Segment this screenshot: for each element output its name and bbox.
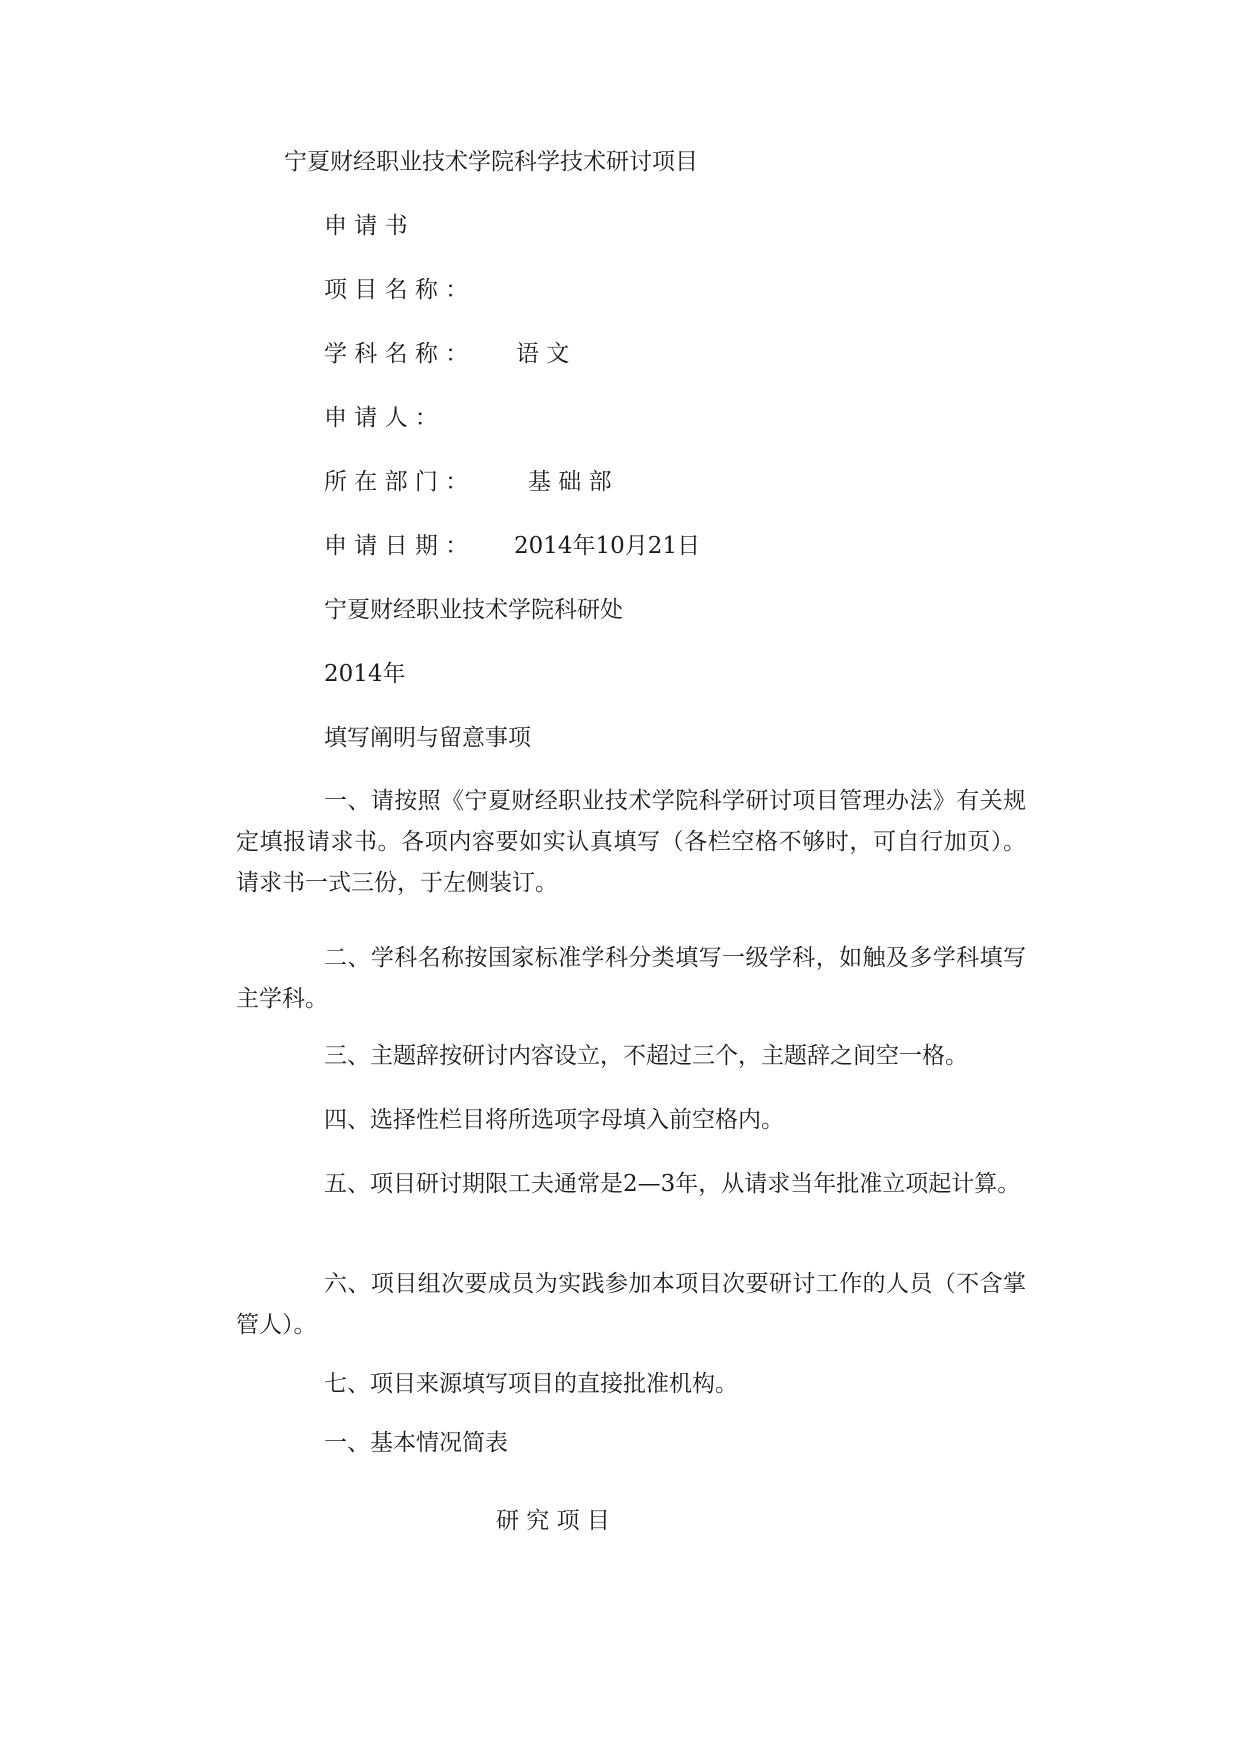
instruction-item: 一、请按照《宁夏财经职业技术学院科学研讨项目管理办法》有关规定填报请求书。各项内容要如实认真填写（各栏空格不够时，可自行加页）。请求书一式三份，于左侧装订。 [236, 788, 1026, 896]
section-heading: 一、基本情况简表 [324, 1430, 508, 1456]
issuer: 宁夏财经职业技术学院科研处 [324, 597, 623, 623]
field-label: 学 科 名 称 ： [324, 341, 469, 367]
instruction-item: 七、项目来源填写项目的直接批准机构。 [324, 1371, 738, 1397]
table-caption: 研 究 项 目 [496, 1508, 610, 1534]
field-value: 2014年10月21日 [514, 533, 701, 559]
field-label: 所 在 部 门 ： [324, 469, 469, 495]
issue-year: 2014年 [324, 661, 406, 687]
field-value: 语 文 [516, 341, 570, 367]
instruction-item: 六、项目组次要成员为实践参加本项目次要研讨工作的人员（不含掌管人）。 [236, 1271, 1026, 1338]
instruction-item: 五、项目研讨期限工夫通常是2—3年，从请求当年批准立项起计算。 [324, 1171, 1021, 1197]
field-label: 申 请 日 期 ： [324, 533, 469, 559]
field-label: 申 请 人 ： [324, 405, 438, 431]
instruction-item: 四、选择性栏目将所选项字母填入前空格内。 [324, 1107, 784, 1133]
field-value: 基 础 部 [528, 469, 612, 495]
document-subtitle: 申 请 书 [324, 213, 408, 239]
instruction-item: 三、主题辞按研讨内容设立，不超过三个，主题辞之间空一格。 [324, 1043, 968, 1069]
document-title: 宁夏财经职业技术学院科学技术研讨项目 [284, 149, 698, 175]
instruction-item: 二、学科名称按国家标准学科分类填写一级学科，如触及多学科填写主学科。 [236, 945, 1026, 1012]
instructions-heading: 填写阐明与留意事项 [324, 725, 531, 751]
field-label: 项 目 名 称 ： [324, 277, 469, 303]
